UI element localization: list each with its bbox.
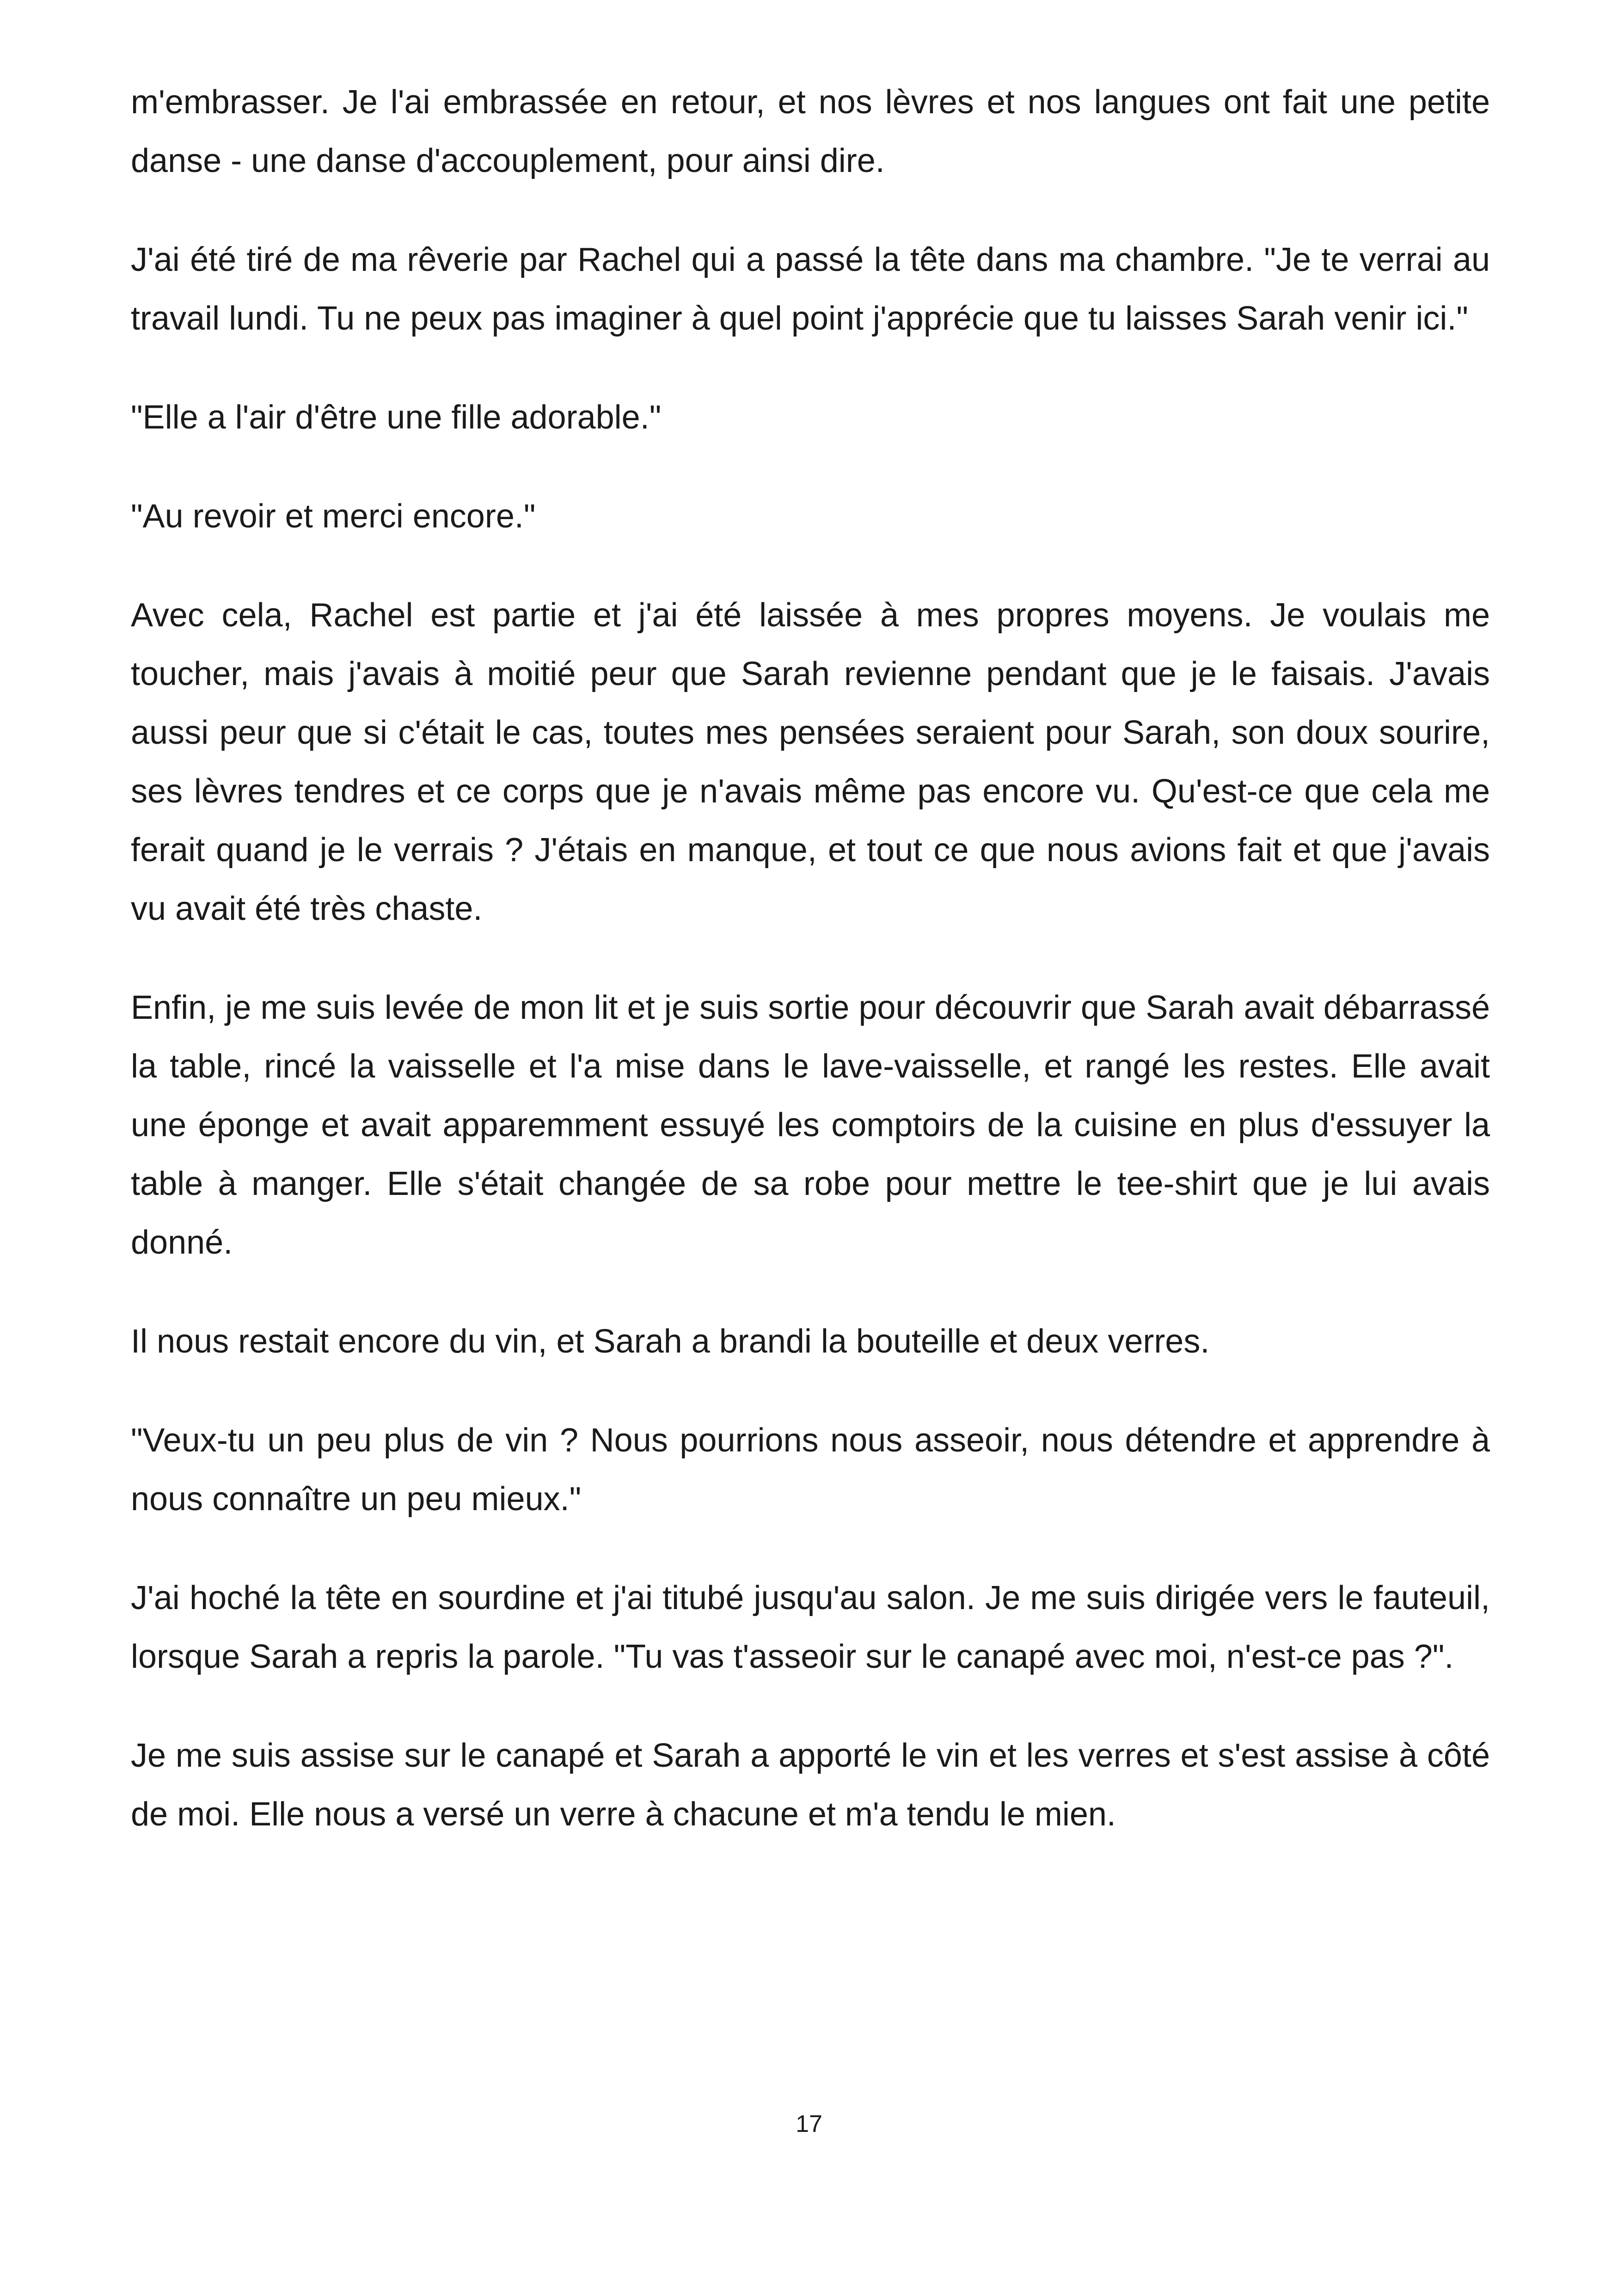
paragraph-7: Il nous restait encore du vin, et Sarah a brandi la bouteille et deux verres.: [131, 1323, 1210, 1360]
paragraph-3: "Elle a l'air d'être une fille adorable.": [131, 399, 662, 436]
paragraph-9: J'ai hoché la tête en sourdine et j'ai titubé jusqu'au salon. Je me suis dirigée vers le fauteuil, lorsque Sarah a repris la parole. "Tu vas t'asseoir sur le canapé avec moi, n'est-ce pas ?".: [131, 1580, 1490, 1675]
page-number: 17: [796, 2111, 822, 2137]
paragraph-5: Avec cela, Rachel est partie et j'ai été laissée à mes propres moyens. Je voulais me toucher, mais j'avais à moitié peur que Sarah revienne pendant que je le faisais. J'avais aussi peur que si c'était le cas, toutes mes pensées seraient pour Sarah, son doux sourire, ses lèvres tendres et ce corps que je n'avais même pas encore vu. Qu'est-ce que cela me ferait quand je le verrais ? J'étais en manque, et tout ce que nous avions fait et que j'avais vu avait été très chaste.: [131, 597, 1490, 927]
paragraph-6: Enfin, je me suis levée de mon lit et je suis sortie pour découvrir que Sarah avait débarrassé la table, rincé la vaisselle et l'a mise dans le lave-vaisselle, et rangé les restes. Elle avait une éponge et avait apparemment essuyé les comptoirs de la cuisine en plus d'essuyer la table à manger. Elle s'était changée de sa robe pour mettre le tee-shirt que je lui avais donné.: [131, 989, 1490, 1261]
paragraph-1: m'embrasser. Je l'ai embrassée en retour, et nos lèvres et nos langues ont fait une petite danse - une danse d'accouplement, pour ainsi dire.: [131, 84, 1490, 179]
body-text: [131, 73, 1490, 1884]
paragraph-2: J'ai été tiré de ma rêverie par Rachel qui a passé la tête dans ma chambre. "Je te verrai au travail lundi. Tu ne peux pas imaginer à quel point j'apprécie que tu laisses Sarah venir ici.": [131, 241, 1490, 337]
paragraph-10: Je me suis assise sur le canapé et Sarah a apporté le vin et les verres et s'est assise à côté de moi. Elle nous a versé un verre à chacune et m'a tendu le mien.: [131, 1737, 1490, 1833]
paragraph-8: "Veux-tu un peu plus de vin ? Nous pourrions nous asseoir, nous détendre et apprendre à nous connaître un peu mieux.": [131, 1422, 1490, 1518]
paragraph-4: "Au revoir et merci encore.": [131, 498, 536, 535]
